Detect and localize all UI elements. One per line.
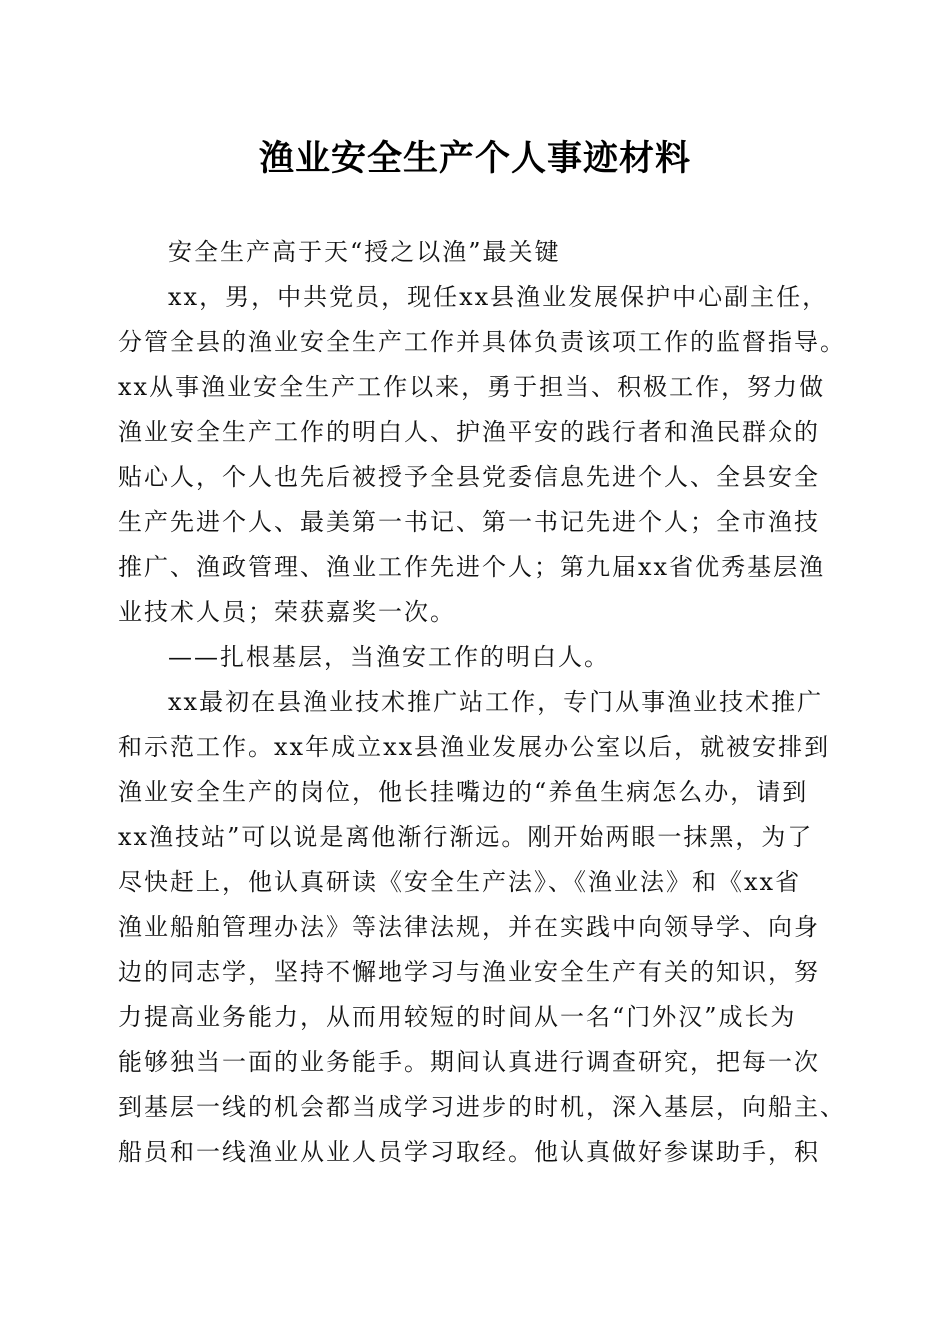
text-line: 渔业安全生产的岗位，他长挂嘴边的“养鱼生病怎么办，请到: [118, 778, 809, 806]
text-line: 业技术人员；荣获嘉奖一次。: [118, 598, 456, 626]
text-line: 边的同志学，坚持不懈地学习与渔业安全生产有关的知识，努: [118, 958, 820, 986]
text-line: 生产先进个人、最美第一书记、第一书记先进个人；全市渔技: [118, 508, 820, 536]
text-line: 渔业船舶管理办法》等法律法规，并在实践中向领导学、向身: [118, 913, 820, 941]
text-line: xx渔技站”可以说是离他渐行渐远。刚开始两眼一抹黑，为了: [118, 823, 814, 851]
text-line: xx最初在县渔业技术推广站工作，专门从事渔业技术推广: [168, 688, 824, 716]
text-line: 贴心人，个人也先后被授予全县党委信息先进个人、全县安全: [118, 463, 820, 491]
text-line: 推广、渔政管理、渔业工作先进个人；第九届xx省优秀基层渔: [118, 553, 826, 581]
text-line: 和示范工作。xx年成立xx县渔业发展办公室以后，就被安排到: [118, 733, 831, 761]
text-line: 能够独当一面的业务能手。期间认真进行调查研究，把每一次: [118, 1048, 820, 1076]
text-line: 到基层一线的机会都当成学习进步的时机，深入基层，向船主、: [118, 1093, 846, 1121]
text-line: 船员和一线渔业从业人员学习取经。他认真做好参谋助手，积: [118, 1138, 820, 1166]
text-line: xx从事渔业安全生产工作以来，勇于担当、积极工作，努力做: [118, 373, 826, 401]
text-line: 力提高业务能力，从而用较短的时间从一名“门外汉”成长为: [118, 1003, 797, 1031]
text-line: 尽快赶上，他认真研读《安全生产法》、《渔业法》和《xx省: [118, 868, 802, 896]
text-line: 分管全县的渔业安全生产工作并具体负责该项工作的监督指导。: [118, 328, 846, 356]
text-line: 渔业安全生产工作的明白人、护渔平安的践行者和渔民群众的: [118, 418, 820, 446]
text-line: xx，男，中共党员，现任xx县渔业发展保护中心副主任，: [168, 283, 829, 311]
page-title: 渔业安全生产个人事迹材料: [258, 138, 691, 179]
text-line: 安全生产高于天“授之以渔”最关键: [168, 238, 561, 266]
text-line: ——扎根基层，当渔安工作的明白人。: [168, 643, 610, 671]
